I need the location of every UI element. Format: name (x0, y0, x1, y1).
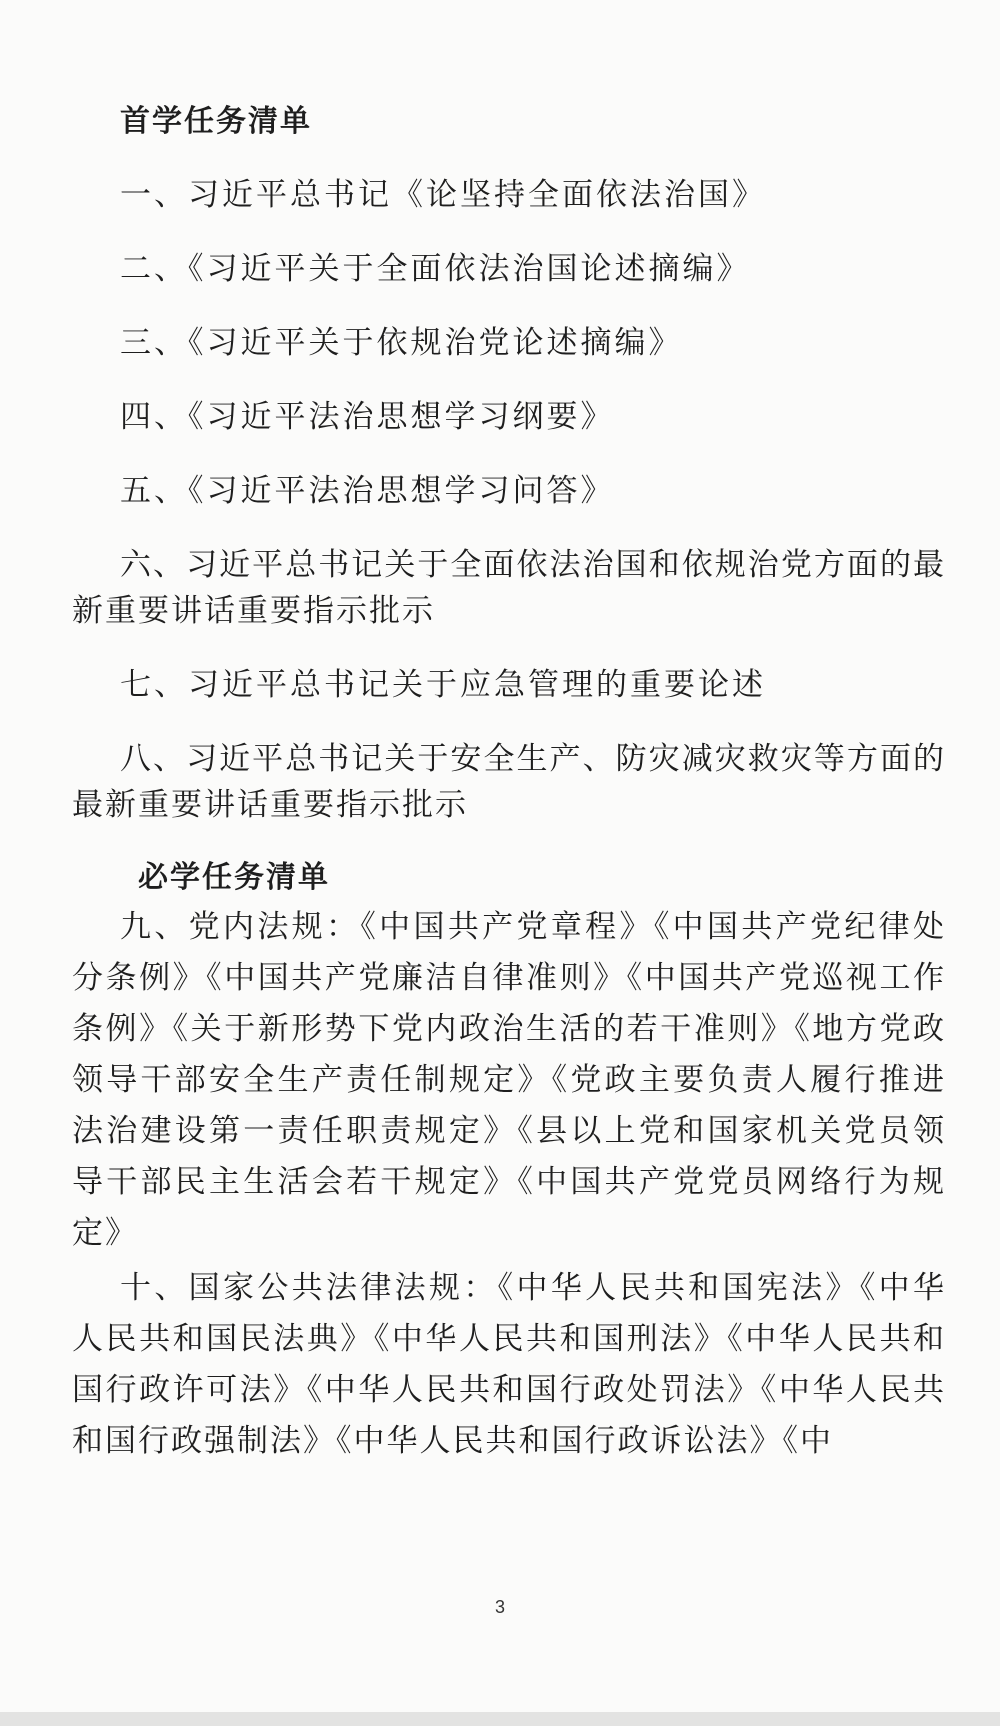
section-heading-must-study: 必学任务清单 (138, 860, 330, 895)
list-item-6: 六、习近平总书记关于全面依法治国和依规治党方面的最新重要讲话重要指示批示 (72, 547, 946, 629)
first-study-list (72, 172, 946, 828)
page-number: 3 (494, 1597, 505, 1617)
list-item-7: 七、习近平总书记关于应急管理的重要论述 (120, 667, 766, 703)
page-bottom-edge (0, 1712, 1000, 1726)
list-item-1: 一、习近平总书记《论坚持全面依法治国》 (120, 177, 766, 213)
list-item-10: 十、国家公共法律法规：《中华人民共和国宪法》《中华人民共和国民法典》《中华人民共和国刑法》《中华人民共和国行政许可法》《中华人民共和国行政处罚法》《中华人民共和国行政强制法》《中华人民共和国行政诉讼法》《中 (72, 1270, 946, 1459)
document-body (72, 100, 946, 1471)
list-item-3: 三、《习近平关于依规治党论述摘编》 (120, 325, 683, 361)
list-item-2: 二、《习近平关于全面依法治国论述摘编》 (120, 251, 751, 287)
list-item-4: 四、《习近平法治思想学习纲要》 (120, 399, 615, 435)
must-study-list (72, 902, 946, 1467)
list-item-5: 五、《习近平法治思想学习问答》 (120, 473, 615, 509)
list-item-9: 九、党内法规：《中国共产党章程》《中国共产党纪律处分条例》《中国共产党廉洁自律准则》《中国共产党巡视工作条例》《关于新形势下党内政治生活的若干准则》《地方党政领导干部安全生产责任制规定》《党政主要负责人履行推进法治建设第一责任职责规定》《县以上党和国家机关党员领导干部民主生活会若干规定》《中国共产党党员网络行为规定》 (72, 909, 946, 1251)
list-item-8: 八、习近平总书记关于安全生产、防灾减灾救灾等方面的最新重要讲话重要指示批示 (72, 741, 946, 823)
section-heading-required-first: 首学任务清单 (120, 104, 312, 139)
